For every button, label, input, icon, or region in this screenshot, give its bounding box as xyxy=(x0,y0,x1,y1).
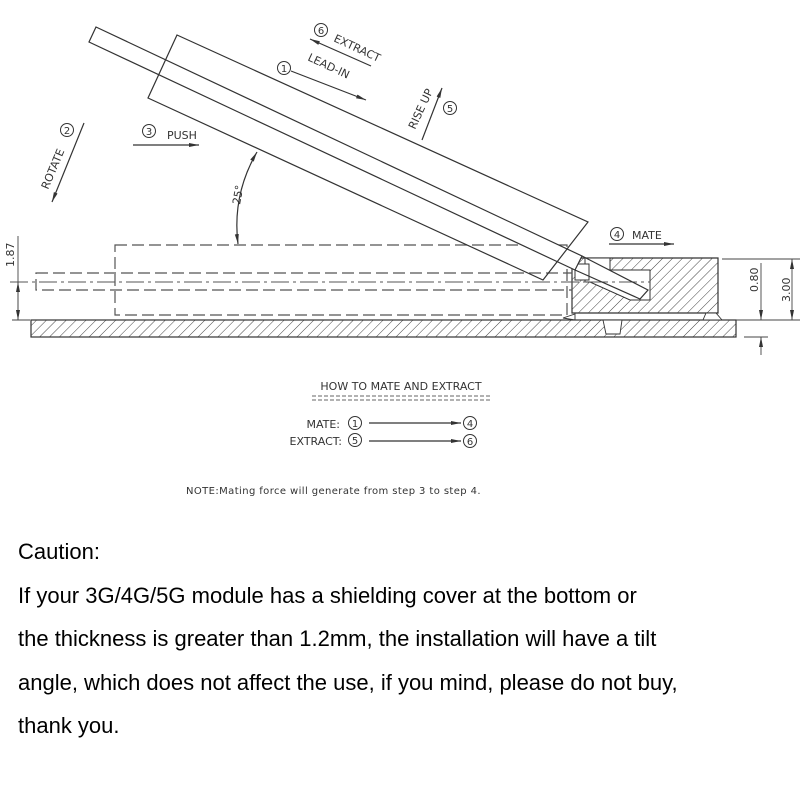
caution-line-3: angle, which does not affect the use, if you mind, please do not buy, xyxy=(18,669,678,695)
tilted-module xyxy=(89,27,648,299)
mate-extract-legend xyxy=(290,380,490,448)
step-5-label: RISE UP xyxy=(405,86,436,132)
svg-text:4: 4 xyxy=(466,419,474,430)
step-4-number: 4 xyxy=(613,230,621,241)
caution-line-2: the thickness is greater than 1.2mm, the installation will have a tilt xyxy=(18,626,657,651)
step-3-number: 3 xyxy=(145,127,153,138)
dimension-left-height xyxy=(4,236,30,320)
mating-force-note: NOTE:Mating force will generate from step 3 to step 4. xyxy=(186,486,481,497)
dimension-3-00: 3.00 xyxy=(780,277,793,302)
caution-line-4: thank you. xyxy=(18,713,120,738)
step-2-label: ROTATE xyxy=(38,146,68,192)
step-3-push xyxy=(133,125,199,146)
caution-heading: Caution: xyxy=(18,539,100,564)
caution-section xyxy=(18,530,788,748)
pcb-board xyxy=(31,320,736,337)
step-2-number: 2 xyxy=(63,126,71,137)
step-6-label: EXTRACT xyxy=(331,31,383,65)
caution-line-1: If your 3G/4G/5G module has a shielding cover at the bottom or xyxy=(18,582,637,608)
dimension-0-80: 0.80 xyxy=(748,267,761,292)
angle-label: 25° xyxy=(230,184,247,206)
legend-extract-label: EXTRACT: xyxy=(289,435,342,448)
legend-title: HOW TO MATE AND EXTRACT xyxy=(320,380,482,393)
step-3-label: PUSH xyxy=(167,129,197,142)
svg-text:5: 5 xyxy=(351,436,359,447)
step-6-number: 6 xyxy=(317,26,325,37)
svg-text:6: 6 xyxy=(466,437,474,448)
dimension-right xyxy=(722,259,800,355)
step-4-mate xyxy=(609,228,674,245)
dimension-1-87: 1.87 xyxy=(4,242,17,267)
step-5-rise-up xyxy=(406,86,457,140)
step-1-label: LEAD-IN xyxy=(305,50,352,82)
legend-mate-label: MATE: xyxy=(306,418,340,431)
step-1-number: 1 xyxy=(280,64,288,75)
angle-dimension xyxy=(230,152,257,244)
step-2-rotate xyxy=(39,123,84,202)
svg-text:1: 1 xyxy=(351,419,359,430)
step-4-label: MATE xyxy=(632,229,662,242)
step-5-number: 5 xyxy=(446,104,454,115)
